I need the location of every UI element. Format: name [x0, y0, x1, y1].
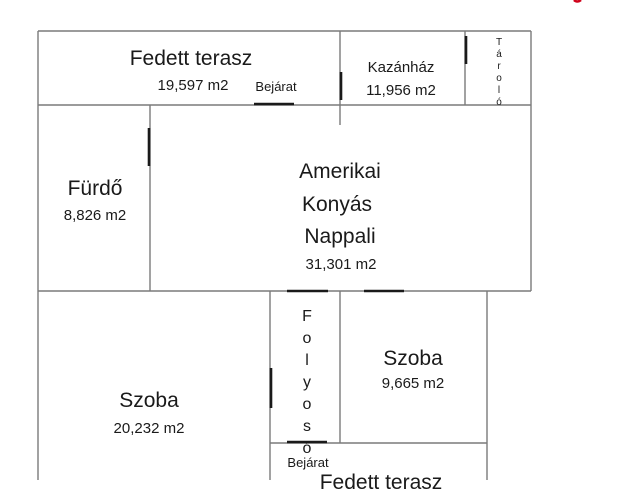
living-area: 31,301 m2 — [305, 256, 377, 273]
storage-letter: T — [495, 37, 503, 48]
entrance-top-label: Bejárat — [255, 79, 297, 94]
terrace-bottom-name: Fedett terasz — [319, 471, 443, 494]
living-line3: Nappali — [304, 225, 376, 248]
storage-letter: á — [496, 49, 502, 60]
room-left-name: Szoba — [119, 389, 179, 412]
terrace-top-area: 19,597 m2 — [157, 77, 229, 94]
hallway-letter: o — [302, 396, 312, 413]
terrace-top-name: Fedett terasz — [129, 47, 253, 70]
hallway-letter: ó — [302, 440, 312, 457]
entrance-bottom-label: Bejárat — [287, 455, 329, 470]
hallway-letter: F — [302, 308, 312, 325]
bathroom-name: Fürdő — [67, 177, 123, 200]
red-corner-mark — [574, 0, 581, 2]
living-line2: Konyás — [301, 193, 373, 216]
room-left-area: 20,232 m2 — [113, 420, 185, 437]
storage-letter: r — [497, 61, 501, 72]
storage-letter: l — [497, 85, 501, 96]
hallway-letter: l — [305, 352, 309, 369]
room-right-name: Szoba — [383, 347, 443, 370]
hallway-letter: y — [303, 374, 311, 391]
room-right-area: 9,665 m2 — [381, 375, 445, 392]
walls — [38, 31, 531, 480]
storage-letter: o — [496, 73, 502, 84]
bathroom-area: 8,826 m2 — [63, 207, 127, 224]
living-line1: Amerikai — [299, 160, 381, 183]
hallway-letter: s — [303, 418, 311, 435]
boiler-room-area: 11,956 m2 — [366, 82, 436, 99]
hallway-letter: o — [302, 330, 312, 347]
storage-letter: ó — [496, 97, 502, 108]
boiler-room-name: Kazánház — [367, 59, 435, 76]
storage-name — [496, 38, 502, 110]
hallway-name — [302, 309, 312, 463]
